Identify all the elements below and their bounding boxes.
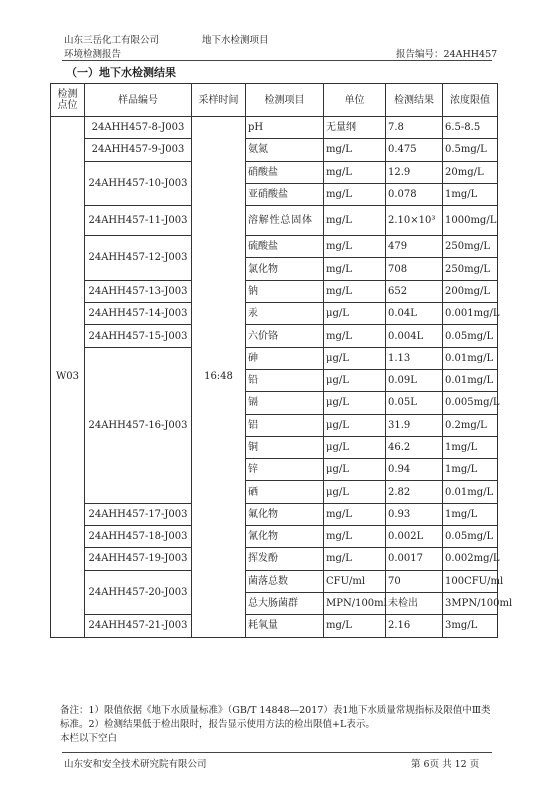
header-report-number: 报告编号：24AHH457 [396, 49, 498, 60]
header-project: 地下水检测项目 [202, 35, 269, 46]
remarks [60, 704, 495, 746]
sample-id: 24AHH457-19-J003 [85, 548, 192, 570]
remarks-text: 备注：1）限值依据《地下水质量标准》（GB/T 14848—2017）表1地下水质量常规指标及限值中Ⅲ类标准。2）检测结果低于检出限时，报告显示使用方法的检出限值+L表示。 [60, 705, 491, 730]
unit: μg/L [324, 347, 386, 369]
sampling-point: W03 [51, 117, 85, 638]
sample-id: 24AHH457-15-J003 [85, 325, 192, 347]
unit: μg/L [324, 481, 386, 503]
unit: MPN/100ml [324, 592, 386, 614]
test-result: 46.2 [386, 436, 443, 458]
unit: μg/L [324, 436, 386, 458]
header-report-type: 环境检测报告 [64, 49, 122, 60]
column-header: 浓度限值 [443, 84, 498, 117]
table-row [51, 548, 498, 570]
table-row [51, 325, 498, 347]
limit-value: 1mg/L [443, 436, 498, 458]
sample-id: 24AHH457-12-J003 [85, 236, 192, 281]
test-result: 70 [386, 570, 443, 592]
test-result: 0.05L [386, 392, 443, 414]
limit-value: 0.005mg/L [443, 392, 498, 414]
unit: μg/L [324, 459, 386, 481]
sample-id: 24AHH457-9-J003 [85, 139, 192, 161]
limit-value: 1000mg/L [443, 206, 498, 236]
test-result: 2.16 [386, 615, 443, 637]
test-item: 氰化物 [246, 526, 324, 548]
unit: CFU/ml [324, 570, 386, 592]
unit: 无量纲 [324, 117, 386, 139]
sample-id: 24AHH457-18-J003 [85, 526, 192, 548]
test-item: 镉 [246, 392, 324, 414]
test-item: 溶解性总固体 [246, 206, 324, 236]
test-result: 0.078 [386, 183, 443, 205]
limit-value: 100CFU/ml [443, 570, 498, 592]
column-header: 检测项目 [246, 84, 324, 117]
test-result: 12.9 [386, 161, 443, 183]
column-header: 样品编号 [85, 84, 192, 117]
sample-id: 24AHH457-16-J003 [85, 347, 192, 503]
sample-id: 24AHH457-13-J003 [85, 280, 192, 302]
limit-value: 3mg/L [443, 615, 498, 637]
table-row [51, 570, 498, 592]
sample-id: 24AHH457-20-J003 [85, 570, 192, 615]
table-row [51, 236, 498, 258]
test-item: 铝 [246, 414, 324, 436]
limit-value: 0.002mg/L [443, 548, 498, 570]
limit-value: 6.5-8.5 [443, 117, 498, 139]
column-header: 单位 [324, 84, 386, 117]
footer-page-number: 第 6页 共 12 页 [411, 759, 480, 770]
unit: mg/L [324, 548, 386, 570]
test-result: 0.0017 [386, 548, 443, 570]
footer-divider [62, 752, 492, 753]
test-item: 硝酸盐 [246, 161, 324, 183]
limit-value: 250mg/L [443, 236, 498, 258]
test-item: 耗氧量 [246, 615, 324, 637]
limit-value: 0.001mg/L [443, 303, 498, 325]
sample-id: 24AHH457-11-J003 [85, 206, 192, 236]
sampling-time: 16:48 [192, 117, 246, 638]
test-result: 652 [386, 280, 443, 302]
test-item: 锌 [246, 459, 324, 481]
test-result: 0.93 [386, 503, 443, 525]
table-row [51, 526, 498, 548]
unit: mg/L [324, 161, 386, 183]
sample-id: 24AHH457-8-J003 [85, 117, 192, 139]
limit-value: 0.01mg/L [443, 347, 498, 369]
header-company: 山东三岳化工有限公司 [64, 35, 160, 46]
test-item: 挥发酚 [246, 548, 324, 570]
test-item: 硒 [246, 481, 324, 503]
column-header: 采样时间 [192, 84, 246, 117]
test-result: 1.13 [386, 347, 443, 369]
limit-value: 1mg/L [443, 183, 498, 205]
unit: mg/L [324, 258, 386, 280]
test-item: 菌落总数 [246, 570, 324, 592]
table-row [51, 139, 498, 161]
limit-value: 0.05mg/L [443, 325, 498, 347]
test-item: 汞 [246, 303, 324, 325]
table-row [51, 503, 498, 525]
test-item: 六价铬 [246, 325, 324, 347]
table-row [51, 161, 498, 183]
unit: mg/L [324, 280, 386, 302]
table-header-row [51, 84, 498, 117]
test-result: 7.8 [386, 117, 443, 139]
test-result: 31.9 [386, 414, 443, 436]
column-header: 检测结果 [386, 84, 443, 117]
table-row [51, 117, 498, 139]
limit-value: 20mg/L [443, 161, 498, 183]
sample-id: 24AHH457-10-J003 [85, 161, 192, 206]
test-item: 氟化物 [246, 503, 324, 525]
test-result: 未检出 [386, 592, 443, 614]
limit-value: 0.01mg/L [443, 369, 498, 391]
unit: mg/L [324, 325, 386, 347]
limit-value: 0.01mg/L [443, 481, 498, 503]
limit-value: 0.2mg/L [443, 414, 498, 436]
test-item: 氨氮 [246, 139, 324, 161]
results-table [50, 83, 513, 638]
test-result: 0.475 [386, 139, 443, 161]
unit: μg/L [324, 369, 386, 391]
limit-value: 200mg/L [443, 280, 498, 302]
unit: mg/L [324, 139, 386, 161]
test-result: 2.82 [386, 481, 443, 503]
test-result: 0.04L [386, 303, 443, 325]
test-item: 氯化物 [246, 258, 324, 280]
test-result: 0.002L [386, 526, 443, 548]
table-row [51, 347, 498, 369]
test-item: 总大肠菌群 [246, 592, 324, 614]
test-result: 479 [386, 236, 443, 258]
footer-institute: 山东安和安全技术研究院有限公司 [64, 759, 207, 770]
sample-id: 24AHH457-21-J003 [85, 615, 192, 637]
unit: mg/L [324, 183, 386, 205]
table-row [51, 615, 498, 637]
header-divider [62, 60, 492, 61]
sample-id: 24AHH457-14-J003 [85, 303, 192, 325]
unit: mg/L [324, 526, 386, 548]
unit: mg/L [324, 236, 386, 258]
test-item: 钠 [246, 280, 324, 302]
limit-value: 3MPN/100ml [443, 592, 498, 614]
section-title: （一）地下水检测结果 [66, 66, 176, 79]
test-result: 0.09L [386, 369, 443, 391]
unit: mg/L [324, 206, 386, 236]
column-header: 检测点位 [51, 84, 85, 117]
test-result: 0.004L [386, 325, 443, 347]
unit: μg/L [324, 303, 386, 325]
blank-below-note: 本栏以下空白 [60, 733, 118, 744]
sample-id: 24AHH457-17-J003 [85, 503, 192, 525]
test-result: 0.94 [386, 459, 443, 481]
test-item: pH [246, 117, 324, 139]
unit: mg/L [324, 503, 386, 525]
limit-value: 1mg/L [443, 459, 498, 481]
test-result: 2.10×10³ [386, 206, 443, 236]
limit-value: 0.5mg/L [443, 139, 498, 161]
table-row [51, 303, 498, 325]
table-row [51, 206, 498, 236]
limit-value: 1mg/L [443, 503, 498, 525]
test-item: 铅 [246, 369, 324, 391]
unit: μg/L [324, 392, 386, 414]
test-item: 砷 [246, 347, 324, 369]
test-item: 硫酸盐 [246, 236, 324, 258]
test-item: 铜 [246, 436, 324, 458]
limit-value: 0.05mg/L [443, 526, 498, 548]
limit-value: 250mg/L [443, 258, 498, 280]
test-result: 708 [386, 258, 443, 280]
unit: μg/L [324, 414, 386, 436]
unit: mg/L [324, 615, 386, 637]
table-row [51, 280, 498, 302]
test-item: 亚硝酸盐 [246, 183, 324, 205]
